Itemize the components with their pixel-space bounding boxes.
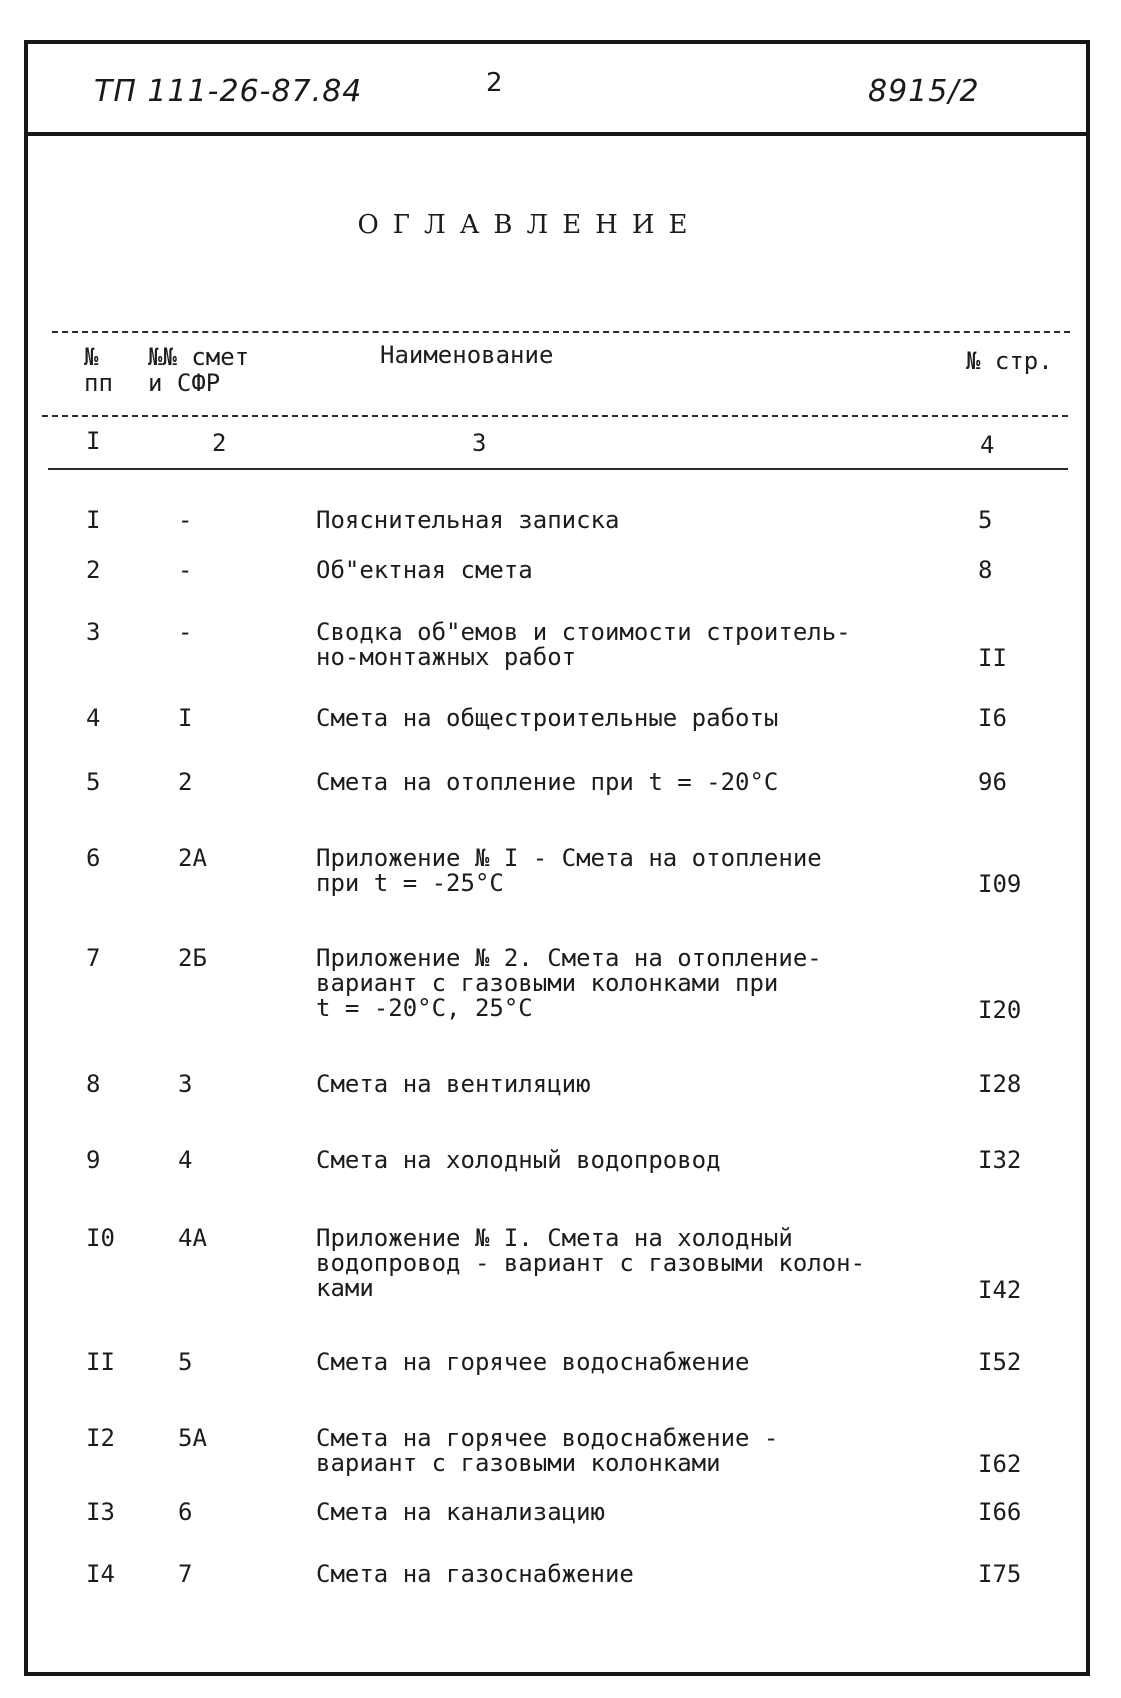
item-name: Приложение № 2. Смета на отопление- вариант с газовыми колонками при t = -20°С, 25°С: [316, 944, 822, 1022]
page-reference: I42: [978, 1276, 1022, 1304]
row-number: I2: [86, 1424, 115, 1452]
item-name: Смета на газоснабжение: [316, 1560, 634, 1588]
column-number-4: 4: [980, 431, 995, 459]
estimate-number: 5: [178, 1348, 193, 1376]
item-name: Смета на общестроительные работы: [316, 704, 779, 732]
table-top-rule: [52, 331, 1070, 333]
item-name: Смета на канализацию: [316, 1498, 605, 1526]
page-reference: I75: [978, 1560, 1022, 1588]
row-number: 7: [86, 944, 101, 972]
item-name: Смета на отопление при t = -20°С: [316, 768, 779, 796]
row-number: 9: [86, 1146, 101, 1174]
document-code: ТП 111-26-87.84: [94, 74, 363, 109]
item-name: Сводка об"емов и стоимости строитель- но-монтажных работ: [316, 618, 851, 671]
page-reference: I52: [978, 1348, 1022, 1376]
row-number: 8: [86, 1070, 101, 1098]
row-number: I: [86, 506, 101, 534]
table-header-rule: [42, 415, 1068, 417]
column-header-name: Наименование: [380, 341, 554, 369]
estimate-number: I: [178, 704, 193, 732]
page-reference: I28: [978, 1070, 1022, 1098]
page-reference: 5: [978, 506, 993, 534]
row-number: I3: [86, 1498, 115, 1526]
column-header-number: № пп: [84, 343, 113, 397]
item-name: Смета на горячее водоснабжение - вариант с газовыми колонками: [316, 1424, 779, 1477]
page-reference: I66: [978, 1498, 1022, 1526]
row-number: I4: [86, 1560, 115, 1588]
estimate-number: -: [178, 618, 193, 646]
page-reference: II: [978, 644, 1007, 672]
column-number-2: 2: [212, 429, 227, 457]
row-number: 2: [86, 556, 101, 584]
column-header-estimate: №№ смет и СФР: [148, 343, 250, 397]
estimate-number: 2А: [178, 844, 207, 872]
estimate-number: 3: [178, 1070, 193, 1098]
row-number: 3: [86, 618, 101, 646]
item-name: Пояснительная записка: [316, 506, 620, 534]
item-name: Об"ектная смета: [316, 556, 533, 584]
estimate-number: 4: [178, 1146, 193, 1174]
header-divider: [26, 132, 1090, 136]
column-number-1: I: [86, 427, 101, 455]
estimate-number: 2: [178, 768, 193, 796]
estimate-number: 6: [178, 1498, 193, 1526]
page-reference: I6: [978, 704, 1007, 732]
estimate-number: 2Б: [178, 944, 207, 972]
page-number: 2: [486, 68, 504, 98]
item-name: Смета на горячее водоснабжение: [316, 1348, 750, 1376]
page-reference: I32: [978, 1146, 1022, 1174]
estimate-number: -: [178, 556, 193, 584]
row-number: 6: [86, 844, 101, 872]
page-reference: I20: [978, 996, 1022, 1024]
estimate-number: 7: [178, 1560, 193, 1588]
page-title: ОГЛАВЛЕНИЕ: [357, 210, 702, 240]
estimate-number: 5А: [178, 1424, 207, 1452]
estimate-number: -: [178, 506, 193, 534]
page-reference: 96: [978, 768, 1007, 796]
item-name: Смета на вентиляцию: [316, 1070, 591, 1098]
row-number: I0: [86, 1224, 115, 1252]
column-header-page: № стр.: [966, 347, 1053, 375]
item-name: Приложение № I - Смета на отопление при t = -25°С: [316, 844, 822, 897]
table-numbers-rule: [48, 468, 1068, 470]
page-reference: 8: [978, 556, 993, 584]
row-number: II: [86, 1348, 115, 1376]
estimate-number: 4А: [178, 1224, 207, 1252]
item-name: Приложение № I. Смета на холодный водопровод - вариант с газовыми колон- ками: [316, 1224, 866, 1302]
page-reference: I09: [978, 870, 1022, 898]
item-name: Смета на холодный водопровод: [316, 1146, 721, 1174]
row-number: 5: [86, 768, 101, 796]
column-number-3: 3: [472, 429, 487, 457]
archive-number: 8915/2: [868, 74, 980, 109]
row-number: 4: [86, 704, 101, 732]
page-reference: I62: [978, 1450, 1022, 1478]
